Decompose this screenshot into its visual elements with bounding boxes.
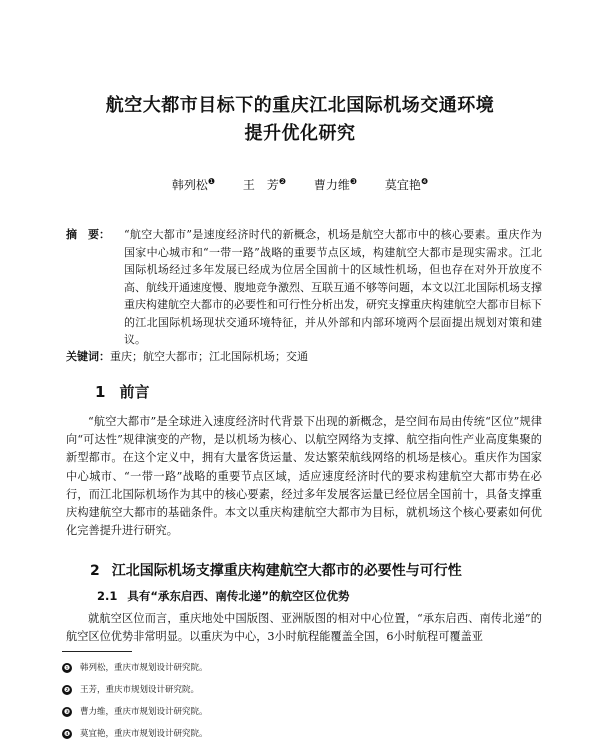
- author: [385, 178, 428, 192]
- keywords-label: 关键词：: [66, 350, 110, 363]
- subsection-title: 具有“承东启西、南传北递”的航空区位优势: [127, 589, 350, 603]
- footnote-mark: ❶: [63, 664, 71, 672]
- footnote: [62, 657, 208, 679]
- author-mark: ❹: [420, 177, 429, 186]
- section-title: 江北国际机场支撑重庆构建航空大都市的必要性与可行性: [111, 563, 462, 579]
- section-2-1-paragraph: 就航空区位而言，重庆地处中国版图、亚洲版图的相对中心位置，“承东启西、南传北递”的航空区位优势非常明显。以重庆为中心，3小时航程能覆盖全国，6小时航程可覆盖亚: [66, 612, 542, 644]
- author-mark: ❶: [207, 177, 216, 186]
- abstract-text: “航空大都市”是速度经济时代的新概念，机场是航空大都市中的核心要素。重庆作为国家中心城市和“一带一路”战略的重要节点区域，构建航空大都市是现实需求。江北国际机场经过多年发展已经成为位居全国前十的区域性机场，但也存在对外开放度不高、航线开通速度慢、腹地竞争激烈、互联互通不够等问题，本文以江北国际机场支撑重庆构建航空大都市的必要性和可行性分析出发，研究支撑重庆构建航空大都市目标下的江北国际机场现状交通环境特征，并从外部和内部环境两个层面提出规划对策和建议。: [124, 228, 542, 346]
- section-2-1-heading: [97, 588, 350, 604]
- section-title: 前言: [119, 383, 150, 401]
- footnote-mark: ❹: [63, 730, 71, 738]
- footnote-text: 王芳，重庆市规划设计研究院。: [80, 685, 200, 695]
- paper-title: [60, 92, 540, 148]
- title-line-1: 航空大都市目标下的重庆江北国际机场交通环境: [105, 95, 495, 116]
- section-2-heading: [90, 560, 462, 580]
- footnote-text: 韩列松，重庆市规划设计研究院。: [80, 663, 208, 673]
- footnote: [62, 679, 208, 701]
- section-number: 1: [95, 383, 106, 401]
- footnote-rule: [62, 651, 132, 652]
- author-name: 王 芳: [242, 178, 279, 192]
- author-name: 曹力维: [313, 178, 350, 192]
- footnote: [62, 723, 208, 745]
- author: [243, 178, 286, 192]
- author-list: [0, 174, 600, 193]
- footnotes: [62, 657, 208, 745]
- author-mark: ❸: [349, 177, 358, 186]
- author-name: 韩列松: [171, 178, 208, 192]
- author: [172, 178, 215, 192]
- section-1-paragraph: “航空大都市”是全球进入速度经济时代背景下出现的新概念，是空间布局由传统“区位”规律向“可达性”规律演变的产物，是以机场为核心、以航空网络为支撑、航空指向性产业高度集聚的新型都市。在这个定义中，拥有大量客货运量、发达繁荣航线网络的机场是核心。重庆作为国家中心城市、“一带一路”战略的重要节点区域，适应速度经济时代的要求构建航空大都市势在必行，而江北国际机场作为其中的核心要素，经过多年发展客运量已经位居全国前十，具备支撑重庆构建航空大都市的基础条件。本文以重庆构建航空大都市为目标，就机场这个核心要素如何优化完善提升进行研究。: [66, 415, 542, 538]
- author: [314, 178, 357, 192]
- footnote: [62, 701, 208, 723]
- footnote-mark: ❷: [63, 686, 71, 694]
- keywords: [66, 348, 542, 364]
- section-1-heading: [95, 381, 149, 402]
- author-name: 莫宜艳: [384, 178, 421, 192]
- section-number: 2: [90, 563, 100, 579]
- footnote-text: 曹力维，重庆市规划设计研究院。: [80, 707, 208, 717]
- abstract-label: 摘 要：: [66, 228, 110, 241]
- abstract: [66, 226, 542, 349]
- subsection-number: 2.1: [97, 589, 118, 603]
- keywords-text: 重庆；航空大都市；江北国际机场；交通: [110, 350, 308, 363]
- author-mark: ❷: [278, 177, 287, 186]
- title-line-2: 提升优化研究: [244, 123, 356, 144]
- footnote-text: 莫宜艳，重庆市规划设计研究院。: [80, 729, 208, 739]
- footnote-mark: ❸: [63, 708, 71, 716]
